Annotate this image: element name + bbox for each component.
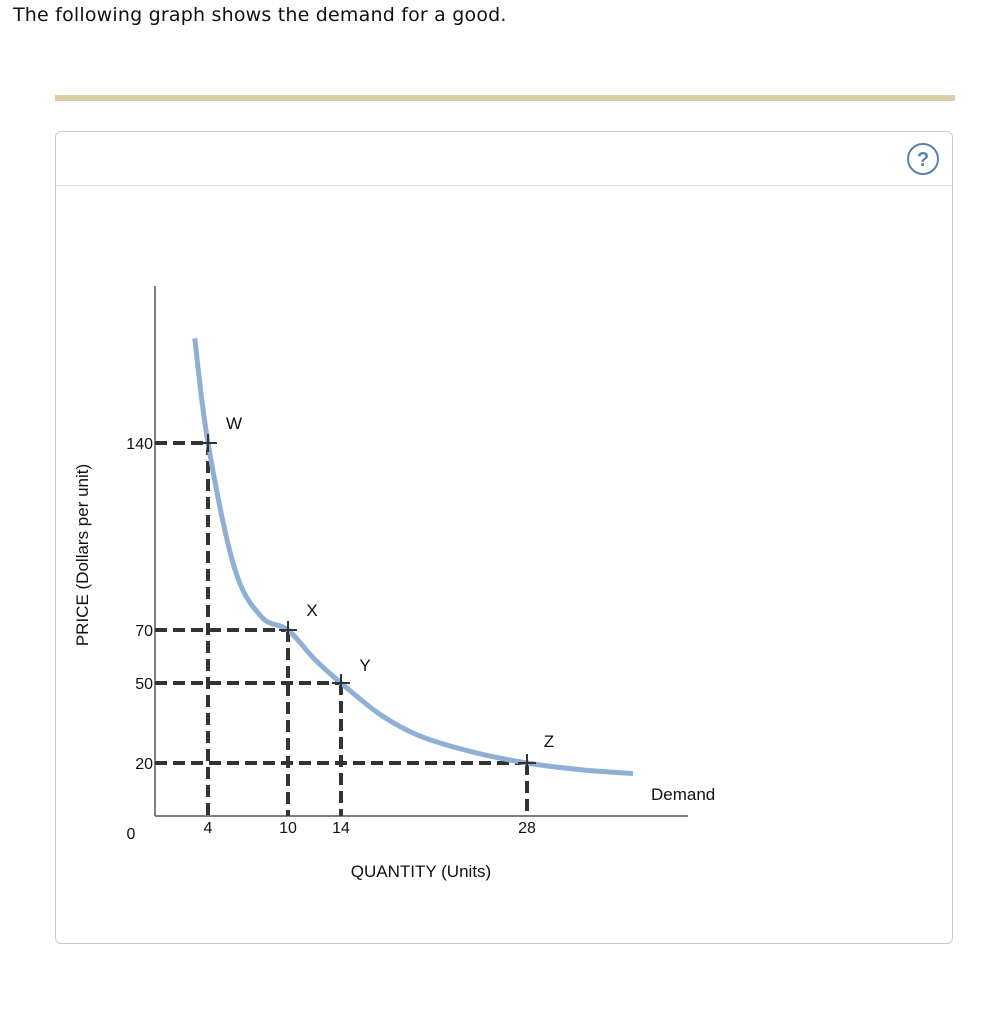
- y-tick-label-70: 70: [135, 623, 153, 640]
- point-label-x: X: [306, 601, 318, 620]
- demand-label: Demand: [651, 785, 716, 804]
- point-label-z: Z: [543, 732, 555, 751]
- question-prompt: The following graph shows the demand for a good.: [13, 4, 507, 26]
- point-label-y: Y: [359, 656, 371, 675]
- x-axis-label: QUANTITY (Units): [350, 862, 492, 881]
- point-label-w: W: [225, 414, 243, 433]
- y-tick-label-140: 140: [126, 436, 153, 453]
- x-tick-label-28: 28: [518, 820, 536, 837]
- demand-curve: [195, 338, 633, 773]
- origin-label: 0: [126, 826, 136, 843]
- y-axis-label: PRICE (Dollars per unit): [73, 463, 92, 647]
- x-tick-label-10: 10: [279, 820, 297, 837]
- y-tick-label-20: 20: [135, 756, 153, 773]
- x-tick-label-14: 14: [332, 820, 350, 837]
- y-tick-label-50: 50: [135, 676, 153, 693]
- svg-text:?: ?: [916, 149, 930, 171]
- x-tick-label-4: 4: [203, 820, 213, 837]
